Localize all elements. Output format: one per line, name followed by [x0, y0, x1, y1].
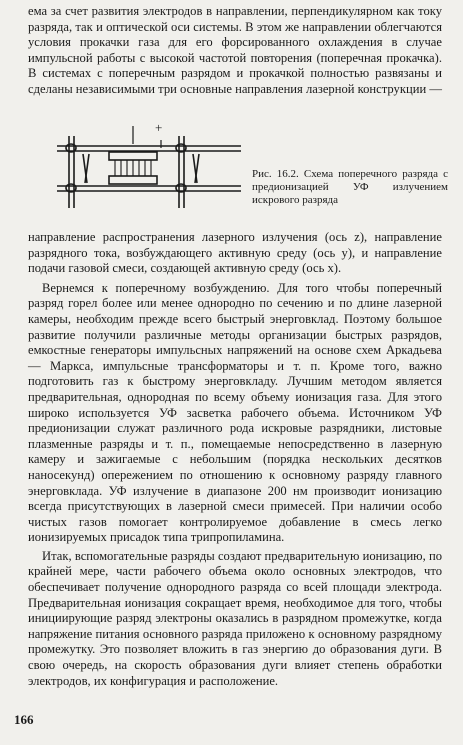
paragraph-3: Итак, вспомогательные разряды создают предварительную ионизацию, по крайней мере, части рабочего объема около основных электродов, что обеспечивает получение однородного разряда со всей площади электрода. Предварительная ионизация сокращает время, необходимое для того, чтобы инициирующие разряд электроны оказались в разрядном промежутке, когда напряжение питания основного разряда приложено к основному разрядному промежутку. Это позволяет вложить в газ энергию до образования дуги. В свою очередь, на скорость образования дуги влияет степень обработки электродов, их конфигурация и расположение.	[28, 548, 442, 688]
figure-caption: Рис. 16.2. Схема поперечного разряда с предионизацией УФ излучением искрового разряда	[252, 168, 448, 206]
continuation-paragraph: направление распространения лазерного излучения (ось z), направление разрядного тока, возбуждающего активную среду (ось y), и направление подачи газовой смеси, создающей активную среду (ось x).	[28, 230, 442, 276]
top-paragraph: ема за счет развития электродов в направлении, перпендикулярном как току разряда, так и оптической оси системы. В этом же направлении облегчаются условия прокачки газа для его форсированного охлаждения в случае импульсной работы с высокой частотой повторения (поперечная прокачка). В системах с поперечным разрядом и прокачкой полностью развязаны и сделаны независимыми три основные направления лазерной конструкции —	[28, 4, 442, 96]
plus-sign-label: +	[155, 120, 163, 135]
discharge-region	[115, 160, 151, 176]
lower-main-electrode	[109, 176, 157, 184]
discharge-scheme-figure	[55, 118, 245, 218]
figure-drawing	[57, 126, 241, 208]
main-text-block	[28, 230, 442, 689]
page-number: 166	[14, 712, 34, 727]
upper-main-electrode	[109, 152, 157, 160]
paragraph-2: Вернемся к поперечному возбуждению. Для того чтобы поперечный разряд горел более или менее однородно по сечению и по длине лазерной камеры, необходим прежде всего быстрый энерговклад. Поэтому большое развитие получили различные методы организации быстрых разрядов, емкостные генераторы импульсных напряжений на основе схем Аркадьева — Маркса, импульсные трансформаторы и т. п. Кроме того, важно подготовить газ к быстрому энерговкладу. Лучшим методом является предварительная, однородная по всему объему ионизация газа. Для этого широко используется УФ засветка рабочего объема. Источником УФ предионизации служат различного рода искровые разрядники, листовые плазменные разряды и т. п., помещаемые непосредственно в лазерную камеру и зажигаемые с небольшим (порядка нескольких десятков наносекунд) опережением по отношению к основному разряду главного энерговклада. УФ излучение в диапазоне 200 нм производит ионизацию всегда присутствующих в лазерной смеси примесей. При наличии особо чистых газов помогает контролируемое добавление в смесь легко ионизируемых присадок типа трипропиламина.	[28, 280, 442, 545]
top-text-block	[28, 4, 442, 98]
